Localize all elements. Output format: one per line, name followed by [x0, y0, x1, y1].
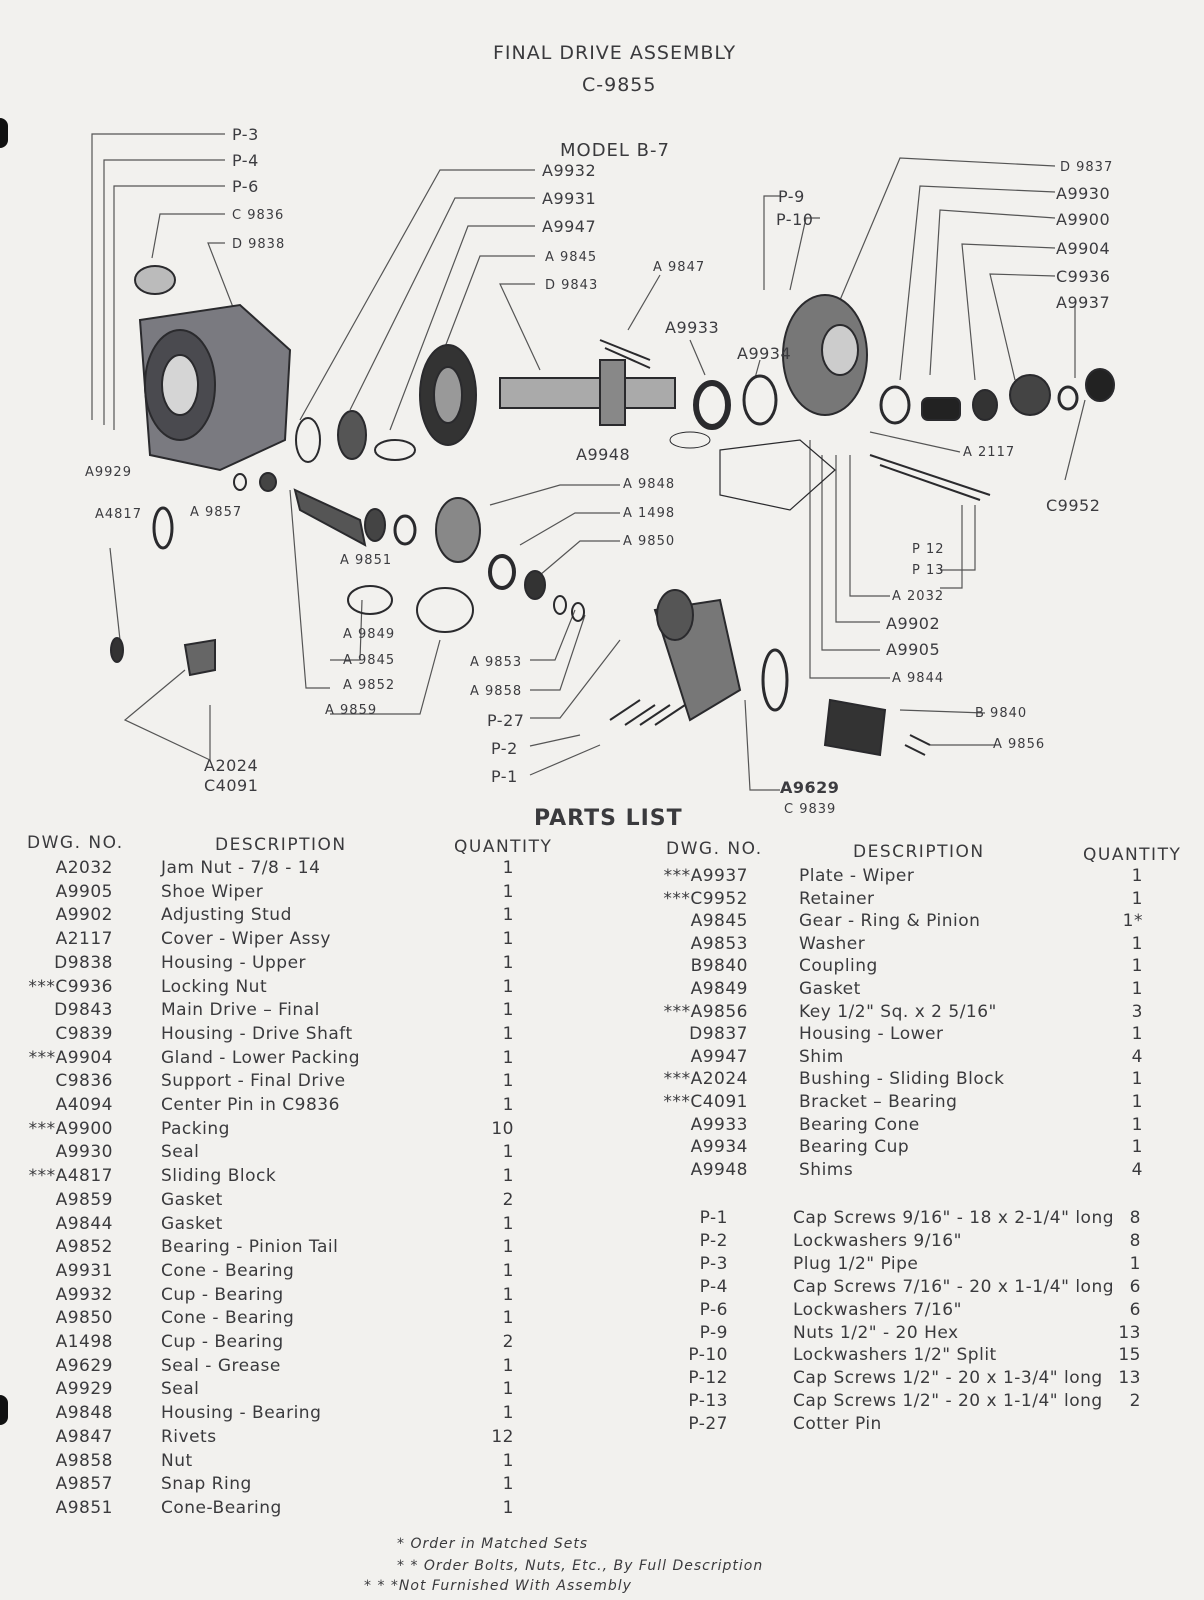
part-description: Shim [799, 1046, 844, 1067]
label-a9850: A 9850 [623, 534, 676, 549]
part-description: Cup - Bearing [161, 1332, 284, 1352]
part-number: A9905 [55, 881, 113, 902]
part-number: P-2 [699, 1230, 728, 1251]
part-number: A9930 [55, 1142, 113, 1163]
table-row [0, 1474, 1204, 1498]
part-quantity: 1 [1131, 1092, 1143, 1112]
left-header-qty: QUANTITY [454, 837, 553, 857]
label-a9931: A9931 [542, 189, 597, 208]
part-quantity: 1 [1131, 888, 1143, 909]
part-number: A9850 [55, 1308, 113, 1329]
part-number: A9933 [690, 1114, 748, 1135]
label-p3: P-3 [232, 125, 259, 144]
table-row [0, 911, 1204, 935]
part-description: Bushing - Sliding Block [799, 1069, 1005, 1090]
label-a9629: A9629 [780, 778, 840, 797]
part-quantity: 6 [1129, 1299, 1141, 1320]
part-quantity: 1 [502, 1284, 514, 1305]
part-description: Housing - Drive Shaft [161, 1023, 353, 1044]
part-description: Key 1/2" Sq. x 2 5/16" [799, 1001, 997, 1022]
label-p10: P-10 [776, 210, 814, 229]
part-number: A9852 [55, 1237, 113, 1258]
label-a1498: A 1498 [623, 506, 676, 521]
part-description: Cup - Bearing [161, 1284, 284, 1305]
part-description: Coupling [799, 956, 878, 977]
table-row [0, 1069, 1204, 1093]
label-a9858: A 9858 [470, 684, 523, 699]
part-quantity: 6 [1129, 1276, 1141, 1297]
label-p12: P 12 [912, 542, 945, 557]
part-description: Support - Final Drive [161, 1071, 346, 1092]
part-description: Housing - Bearing [161, 1403, 322, 1424]
table-row [0, 1498, 1204, 1522]
part-description: Bearing - Pinion Tail [161, 1237, 339, 1258]
label-p2: P-2 [491, 739, 518, 758]
table-row [0, 1137, 1204, 1161]
label-a9904: A9904 [1056, 239, 1111, 258]
part-quantity: 1 [502, 952, 514, 973]
part-description: Gasket [161, 1189, 223, 1210]
part-number: C9839 [55, 1023, 113, 1044]
part-quantity: 1 [1131, 956, 1143, 977]
part-description: Retainer [799, 888, 875, 909]
label-a9930: A9930 [1056, 184, 1111, 203]
part-number: A9844 [55, 1213, 113, 1234]
label-a9932: A9932 [542, 161, 597, 180]
part-description: Sliding Block [161, 1166, 277, 1187]
table-row [0, 1345, 1204, 1369]
part-description: Cone - Bearing [161, 1308, 295, 1329]
part-number: A9857 [55, 1474, 113, 1495]
part-description: Cotter Pin [793, 1414, 882, 1435]
part-quantity: 8 [1129, 1230, 1141, 1251]
part-quantity: 1 [502, 1474, 514, 1495]
table-row [0, 1002, 1204, 1026]
table-row [0, 1277, 1204, 1301]
part-number: P-12 [688, 1368, 728, 1389]
part-description: Gear - Ring & Pinion [799, 911, 981, 932]
label-d9837: D 9837 [1060, 160, 1114, 175]
part-quantity: 2 [1129, 1391, 1141, 1412]
part-quantity: 1 [502, 1308, 514, 1329]
table-row [0, 976, 1204, 1003]
table-row [0, 1300, 1204, 1324]
part-quantity: 1* [1122, 911, 1143, 932]
label-p13: P 13 [912, 563, 945, 578]
part-number: A9931 [55, 1260, 113, 1281]
part-number: A1498 [55, 1332, 113, 1352]
part-quantity: 1 [502, 1403, 514, 1424]
label-c9936: C9936 [1056, 267, 1111, 286]
part-description: Cap Screws 1/2" - 20 x 1-3/4" long [793, 1368, 1103, 1389]
part-number: ***A4817 [28, 1166, 113, 1187]
part-number: A9845 [690, 911, 748, 932]
part-description: Seal - Grease [161, 1355, 281, 1376]
table-row [0, 1115, 1204, 1139]
part-number: ***A9856 [663, 1001, 748, 1022]
left-header-desc: DESCRIPTION [215, 835, 347, 855]
label-p27: P-27 [487, 711, 525, 730]
part-description: Cone-Bearing [161, 1497, 282, 1518]
part-description: Plate - Wiper [799, 866, 915, 886]
part-description: Bearing Cone [799, 1114, 920, 1135]
part-quantity: 1 [502, 1000, 514, 1021]
table-row [0, 866, 1204, 890]
label-a2032: A 2032 [892, 589, 945, 604]
part-number: P-4 [699, 1276, 728, 1297]
label-a9947: A9947 [542, 217, 597, 236]
part-quantity: 1 [502, 881, 514, 902]
part-number: P-13 [688, 1391, 728, 1412]
part-description: Lockwashers 1/2" Split [793, 1345, 997, 1366]
part-description: Packing [161, 1118, 230, 1139]
table-row [0, 1047, 1204, 1071]
part-quantity: 2 [502, 1332, 514, 1352]
part-description: Seal [161, 1142, 200, 1163]
model-label: MODEL B-7 [560, 140, 670, 161]
part-quantity: 2 [502, 1189, 514, 1210]
page-title: FINAL DRIVE ASSEMBLY [493, 42, 737, 64]
label-a9937: A9937 [1056, 293, 1111, 312]
table-row [0, 1451, 1204, 1475]
part-quantity: 1 [1131, 1137, 1143, 1158]
label-a9948: A9948 [576, 445, 631, 464]
part-quantity: 1 [502, 976, 514, 997]
table-row [0, 1254, 1204, 1278]
table-row [0, 1323, 1204, 1347]
part-quantity: 1 [502, 1355, 514, 1376]
part-description: Gland - Lower Packing [161, 1047, 361, 1068]
part-description: Washer [799, 933, 866, 954]
part-number: ***A9900 [28, 1118, 113, 1139]
part-number: ***C9952 [663, 888, 748, 909]
part-quantity: 1 [502, 858, 514, 878]
part-quantity: 13 [1118, 1322, 1141, 1343]
part-description: Rivets [161, 1426, 217, 1447]
label-c9836: C 9836 [232, 208, 285, 223]
label-a9851: A 9851 [340, 553, 393, 568]
label-c9952: C9952 [1046, 496, 1101, 515]
part-quantity: 1 [502, 1379, 514, 1400]
label-p9: P-9 [778, 187, 805, 206]
part-number: ***A2024 [663, 1069, 748, 1090]
part-description: Bracket – Bearing [799, 1092, 958, 1112]
part-description: Gasket [161, 1213, 223, 1234]
footnote-3: * * *Not Furnished With Assembly [364, 1578, 632, 1594]
label-a9934: A9934 [737, 344, 792, 363]
part-number: D9843 [54, 1000, 113, 1021]
part-quantity: 1 [502, 1450, 514, 1471]
part-quantity: 1 [1131, 1024, 1143, 1045]
table-row [0, 1414, 1204, 1438]
footnote-1: * Order in Matched Sets [397, 1536, 589, 1552]
part-number: A9629 [55, 1355, 113, 1376]
part-number: A9934 [690, 1137, 748, 1158]
part-quantity: 1 [502, 1071, 514, 1092]
part-quantity: 3 [1131, 1001, 1143, 1022]
part-number: A2117 [55, 929, 113, 950]
part-quantity: 1 [502, 1166, 514, 1187]
parts-list-title: PARTS LIST [534, 806, 683, 831]
part-number: A9929 [55, 1379, 113, 1400]
part-quantity: 4 [1131, 1159, 1143, 1180]
part-quantity: 4 [1131, 1046, 1143, 1067]
part-quantity: 8 [1129, 1208, 1141, 1228]
part-number: P-10 [688, 1345, 728, 1366]
part-quantity: 1 [502, 1497, 514, 1518]
part-number: A2032 [55, 858, 113, 878]
part-quantity: 1 [1129, 1253, 1141, 1274]
label-a2024: A2024 [204, 756, 259, 775]
part-description: Adjusting Stud [161, 905, 292, 926]
part-quantity: 1 [502, 1047, 514, 1068]
part-quantity: 1 [1131, 866, 1143, 886]
part-number: A9849 [690, 979, 748, 999]
label-a9905: A9905 [886, 640, 941, 659]
part-number: A4094 [55, 1095, 113, 1115]
part-number: A9847 [55, 1426, 113, 1447]
part-description: Lockwashers 9/16" [793, 1230, 962, 1251]
label-a9929: A9929 [85, 465, 132, 480]
part-number: A9858 [55, 1450, 113, 1471]
left-header-no: DWG. NO. [27, 833, 124, 853]
part-description: Locking Nut [161, 976, 268, 997]
part-number: C9836 [55, 1071, 113, 1092]
part-number: A9851 [55, 1497, 113, 1518]
label-a9845-low: A 9845 [343, 653, 396, 668]
table-row [0, 889, 1204, 913]
part-description: Housing - Upper [161, 952, 307, 973]
part-number: ***C9936 [28, 976, 113, 997]
table-row [0, 1391, 1204, 1415]
label-b9840: B 9840 [975, 706, 1028, 721]
label-c9839: C 9839 [784, 802, 837, 817]
label-a9902: A9902 [886, 614, 941, 633]
label-d9843: D 9843 [545, 278, 599, 293]
label-a9845-top: A 9845 [545, 250, 598, 265]
part-description: Gasket [799, 979, 861, 999]
table-row [0, 1024, 1204, 1048]
label-a9844: A 9844 [892, 671, 945, 686]
part-number: ***A9904 [28, 1047, 113, 1068]
part-number: ***C4091 [663, 1092, 748, 1112]
part-number: B9840 [690, 956, 748, 977]
part-quantity: 1 [502, 1260, 514, 1281]
part-description: Cone - Bearing [161, 1260, 295, 1281]
part-number: P-9 [699, 1322, 728, 1343]
part-description: Plug 1/2" Pipe [793, 1253, 919, 1274]
part-quantity: 1 [1131, 979, 1143, 999]
part-quantity: 1 [502, 1142, 514, 1163]
part-quantity: 1 [1131, 1069, 1143, 1090]
part-description: Cap Screws 1/2" - 20 x 1-1/4" long [793, 1391, 1103, 1412]
part-number: D9837 [689, 1024, 748, 1045]
part-number: ***A9937 [663, 866, 748, 886]
part-number: A9932 [55, 1284, 113, 1305]
table-row [0, 1159, 1204, 1187]
part-number: P-1 [699, 1208, 728, 1228]
part-quantity: 13 [1118, 1368, 1141, 1389]
part-quantity: 15 [1118, 1345, 1141, 1366]
label-a2117: A 2117 [963, 445, 1016, 460]
part-quantity: 10 [491, 1118, 514, 1139]
label-a9849: A 9849 [343, 627, 396, 642]
part-number: A9902 [55, 905, 113, 926]
part-quantity: 1 [1131, 933, 1143, 954]
part-quantity: 1 [502, 1213, 514, 1234]
label-a4817: A4817 [95, 507, 142, 522]
label-p6: P-6 [232, 177, 259, 196]
part-description: Cap Screws 7/16" - 20 x 1-1/4" long [793, 1276, 1115, 1297]
part-description: Nut [161, 1450, 193, 1471]
right-header-qty: QUANTITY [1083, 845, 1182, 865]
part-number: P-6 [699, 1299, 728, 1320]
part-number: A9848 [55, 1403, 113, 1424]
part-number: P-27 [688, 1414, 728, 1435]
part-number: A9947 [690, 1046, 748, 1067]
part-description: Center Pin in C9836 [161, 1095, 340, 1115]
label-a9933: A9933 [665, 318, 720, 337]
label-a9847: A 9847 [653, 260, 706, 275]
table-row [0, 1230, 1204, 1258]
part-description: Housing - Lower [799, 1024, 944, 1045]
label-a9852: A 9852 [343, 678, 396, 693]
part-description: Shims [799, 1159, 854, 1180]
part-description: Nuts 1/2" - 20 Hex [793, 1322, 959, 1343]
right-header-no: DWG. NO. [666, 839, 763, 859]
table-row [0, 1092, 1204, 1116]
part-quantity: 1 [1131, 1114, 1143, 1135]
label-a9900: A9900 [1056, 210, 1111, 229]
label-a9856: A 9856 [993, 737, 1046, 752]
label-a9853: A 9853 [470, 655, 523, 670]
part-number: A9853 [690, 933, 748, 954]
table-row [0, 956, 1204, 980]
part-quantity: 12 [491, 1426, 514, 1447]
part-description: Main Drive – Final [161, 1000, 320, 1021]
right-header-desc: DESCRIPTION [853, 842, 985, 862]
part-description: Snap Ring [161, 1474, 252, 1495]
part-quantity: 1 [502, 929, 514, 950]
part-description: Lockwashers 7/16" [793, 1299, 962, 1320]
part-number: P-3 [699, 1253, 728, 1274]
table-row [0, 1368, 1204, 1392]
table-row [0, 1208, 1204, 1232]
part-description: Cover - Wiper Assy [161, 929, 331, 950]
part-number: A9859 [55, 1189, 113, 1210]
part-number: A9948 [690, 1159, 748, 1180]
assembly-code: C-9855 [582, 74, 657, 96]
part-description: Jam Nut - 7/8 - 14 [161, 858, 321, 878]
label-a9857: A 9857 [190, 505, 243, 520]
label-p1: P-1 [491, 767, 518, 786]
label-c4091: C4091 [204, 776, 259, 795]
part-quantity: 1 [502, 1237, 514, 1258]
part-description: Seal [161, 1379, 200, 1400]
part-description: Shoe Wiper [161, 881, 264, 902]
part-description: Bearing Cup [799, 1137, 910, 1158]
part-quantity: 1 [502, 905, 514, 926]
part-number: D9838 [54, 952, 113, 973]
part-quantity: 1 [502, 1095, 514, 1115]
label-a9859: A 9859 [325, 703, 378, 718]
label-p4: P-4 [232, 151, 259, 170]
label-a9848: A 9848 [623, 477, 676, 492]
label-d9838: D 9838 [232, 237, 286, 252]
part-description: Cap Screws 9/16" - 18 x 2-1/4" long [793, 1208, 1115, 1228]
footnote-2: * * Order Bolts, Nuts, Etc., By Full Description [397, 1558, 764, 1574]
table-row [0, 934, 1204, 958]
part-quantity: 1 [502, 1023, 514, 1044]
